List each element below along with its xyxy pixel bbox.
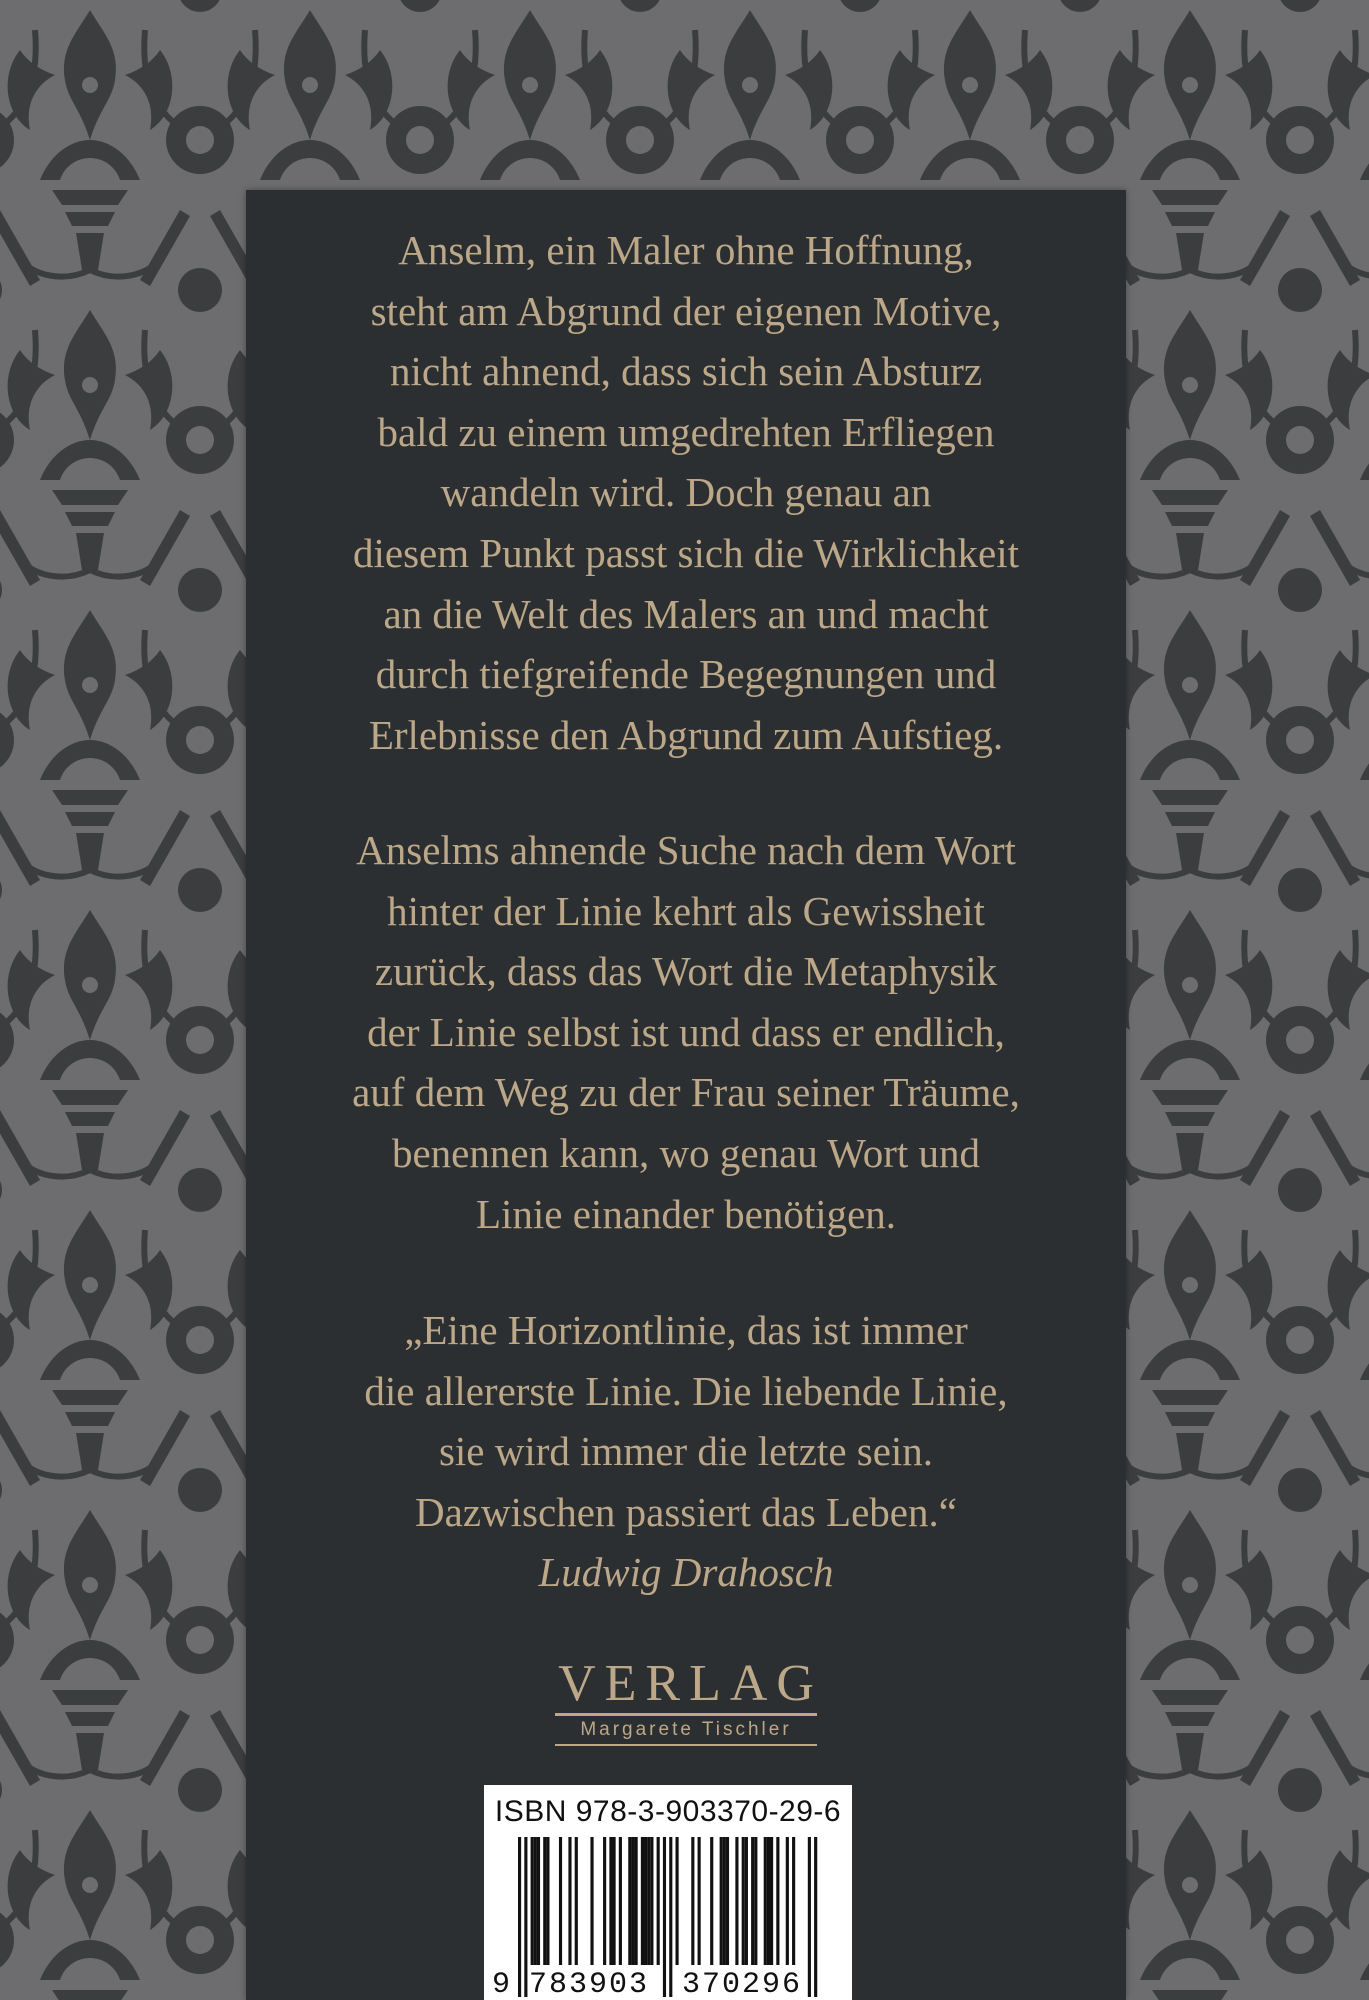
blurb-paragraph-1 (246, 220, 1126, 765)
barcode-bar (644, 1837, 647, 1965)
barcode-bar (776, 1837, 779, 1965)
blurb-line: an die Welt des Malers an und macht (383, 590, 989, 637)
quote-line: „Eine Horizontlinie, das ist immer (404, 1307, 968, 1353)
barcode-bar (723, 1837, 726, 1965)
barcode-bar (657, 1837, 660, 1965)
barcode-bar (720, 1837, 723, 1965)
blurb-line: bald zu einem umgedrehten Erfliegen (377, 408, 995, 455)
barcode-bar (814, 1837, 817, 1997)
blurb-line: steht am Abgrund der eigenen Motive, (370, 287, 1002, 334)
barcode-bar (698, 1837, 701, 1965)
blurb-line: Anselms ahnende Suche nach dem Wort (356, 827, 1016, 873)
barcode-bar (669, 1837, 672, 1997)
barcode-bar (628, 1837, 631, 1965)
barcode-bar (691, 1837, 694, 1965)
barcode-bar (531, 1837, 534, 1965)
barcode-bar (786, 1837, 789, 1965)
barcode-bar (635, 1837, 638, 1965)
blurb-line: zurück, dass das Wort die Metaphysik (374, 948, 998, 995)
barcode-right-digits: 370296 (681, 1968, 803, 2000)
blurb-line: der Linie selbst ist und dass er endlich, (367, 1008, 1005, 1055)
quote-line: sie wird immer die letzte sein. (438, 1428, 934, 1475)
blurb-line: auf dem Weg zu der Frau seiner Träume, (352, 1069, 1020, 1116)
barcode-bar (575, 1837, 578, 1965)
publisher-rule (555, 1744, 817, 1746)
publisher-word: VERLAG (558, 1655, 823, 1712)
barcode-bar (710, 1837, 713, 1965)
barcode-bar (726, 1837, 729, 1965)
blurb-line: Linie einander benötigen. (475, 1190, 897, 1237)
barcode-bar (647, 1837, 650, 1965)
barcode-bar (808, 1837, 811, 1997)
barcode-bar (537, 1837, 540, 1965)
barcode-bar (518, 1837, 521, 1997)
barcode-bar (524, 1837, 527, 1997)
barcode-bar (619, 1837, 622, 1965)
isbn-barcode-label (484, 1785, 852, 2000)
barcode-first-digit: 9 (492, 1968, 511, 2000)
barcode-bar (603, 1837, 606, 1965)
blurb-line: diesem Punkt passt sich die Wirklichkeit (352, 529, 1020, 576)
quote-line: Dazwischen passiert das Leben.“ (415, 1488, 957, 1535)
barcode-bar (663, 1837, 666, 1997)
barcode-bar (764, 1837, 767, 1965)
barcode (484, 1785, 852, 2000)
blurb-line: hinter der Linie kehrt als Gewissheit (387, 887, 985, 934)
barcode-bar (735, 1837, 738, 1965)
quote-block (246, 1300, 1126, 1603)
publisher-rule (555, 1713, 817, 1716)
barcode-bar (770, 1837, 773, 1965)
barcode-bar (641, 1837, 644, 1965)
barcode-bar (568, 1837, 571, 1965)
barcode-bar (676, 1837, 679, 1965)
barcode-bar (590, 1837, 593, 1965)
barcode-bar (546, 1837, 549, 1965)
quote-author: Ludwig Drahosch (538, 1549, 834, 1596)
blurb-line: durch tiefgreifende Begegnungen und (375, 651, 997, 698)
blurb-line: Anselm, ein Maler ohne Hoffnung, (398, 227, 974, 273)
barcode-bar (650, 1837, 653, 1965)
quote-line: die allererste Linie. Die liebende Linie, (364, 1367, 1008, 1414)
barcode-bar (767, 1837, 770, 1965)
blurb-line: benennen kann, wo genau Wort und (391, 1129, 980, 1176)
blurb-line: wandeln wird. Doch genau an (440, 469, 932, 516)
barcode-bar (792, 1837, 795, 1965)
barcode-bar (534, 1837, 537, 1965)
isbn-text: ISBN 978-3-903370-29-6 (494, 1795, 842, 1828)
blurb-line: Erlebnisse den Abgrund zum Aufstieg. (368, 711, 1004, 758)
barcode-bar (559, 1837, 562, 1965)
blurb-line: nicht ahnend, dass sich sein Absturz (389, 348, 983, 395)
barcode-bar (754, 1837, 757, 1965)
barcode-bar (751, 1837, 754, 1965)
barcode-left-digits: 783903 (528, 1968, 650, 2000)
barcode-bar (745, 1837, 748, 1965)
publisher-logo (246, 1657, 1126, 1746)
blurb-paragraph-2 (246, 820, 1126, 1244)
text-panel (246, 190, 1126, 2000)
barcode-bar (613, 1837, 616, 1965)
barcode-bar (742, 1837, 745, 1965)
barcode-bar (609, 1837, 612, 1965)
publisher-name: Margarete Tischler (580, 1719, 792, 1740)
barcode-bar (543, 1837, 546, 1965)
barcode-bar (631, 1837, 634, 1965)
